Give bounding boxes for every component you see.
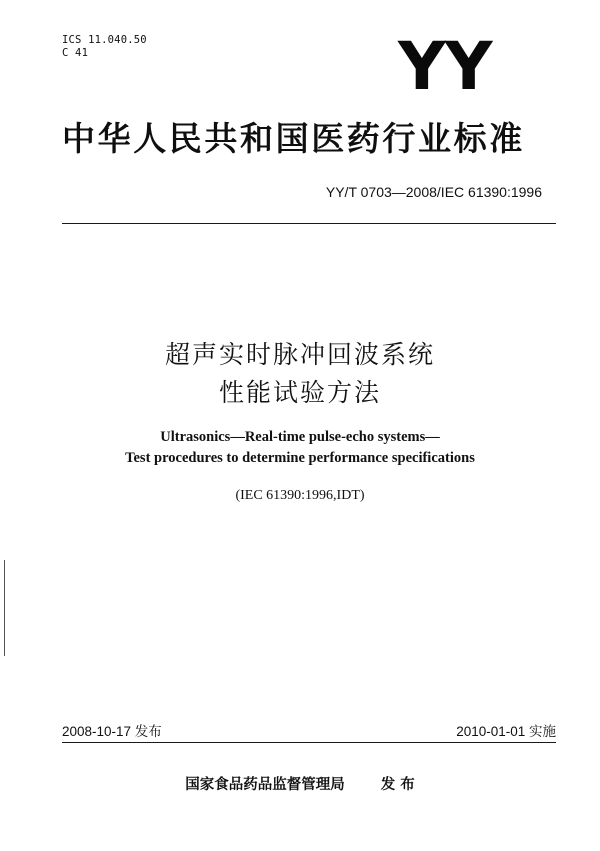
standard-code-logo: YY <box>398 28 492 105</box>
organization-title: 中华人民共和国医药行业标准 <box>62 119 525 158</box>
ccs-code: C 41 <box>62 47 89 59</box>
issue-word: 发 布 <box>380 777 415 793</box>
chinese-title-line-1: 超声实时脉冲回波系统 <box>164 340 435 369</box>
english-title-line-2: Test procedures to determine performance specifications <box>125 450 475 466</box>
ics-code: ICS 11.040.50 <box>62 34 147 46</box>
header-divider <box>62 223 556 224</box>
iec-equivalence: (IEC 61390:1996,IDT) <box>235 488 365 503</box>
english-title-line-1: Ultrasonics—Real-time pulse-echo systems— <box>160 429 440 445</box>
scan-edge-mark <box>4 560 5 656</box>
issue-date: 2008-10-17 发布 <box>62 724 162 739</box>
implementation-date: 2010-01-01 实施 <box>456 724 556 739</box>
classification-codes <box>62 34 147 60</box>
standard-number: YY/T 0703—2008/IEC 61390:1996 <box>325 184 542 200</box>
chinese-title-line-2: 性能试验方法 <box>218 378 381 407</box>
issuing-body: 国家食品药品监督管理局 <box>185 777 345 793</box>
footer-divider <box>62 742 556 743</box>
issuing-body-line <box>0 775 600 795</box>
